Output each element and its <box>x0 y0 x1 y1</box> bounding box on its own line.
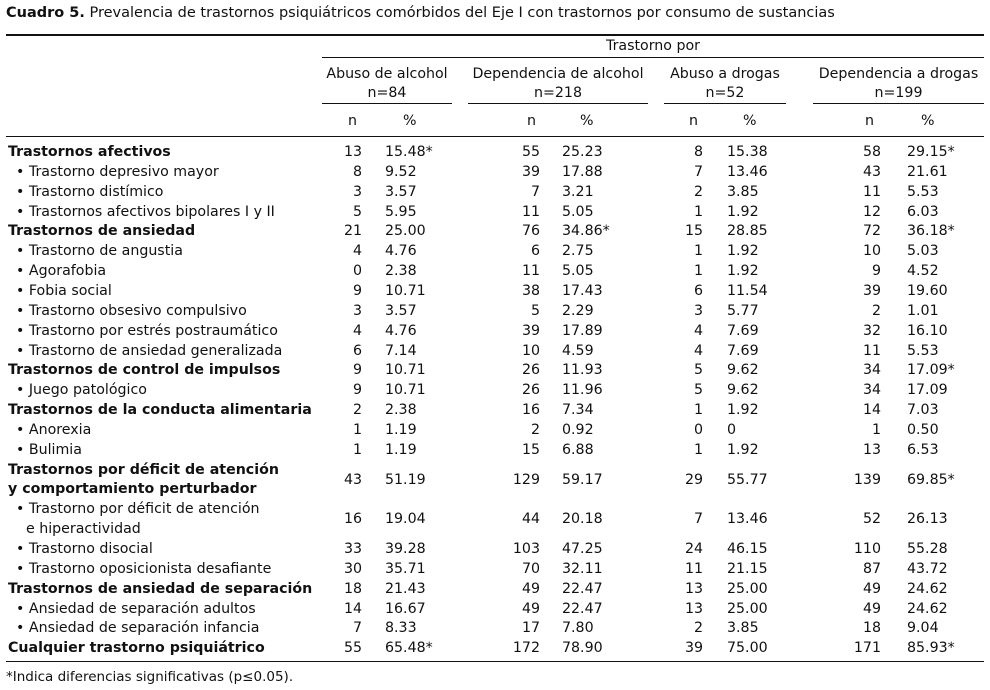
table-row <box>0 342 990 362</box>
cell-n: 26 <box>521 362 540 379</box>
cell-pct: 29.15* <box>907 144 955 160</box>
row-label-line: y comportamiento perturbador <box>8 481 257 498</box>
cell-pct: 22.47 <box>562 600 603 617</box>
cell-n: 39 <box>684 640 703 657</box>
cell-pct: 55.77 <box>727 471 768 488</box>
cell-n: 4 <box>693 322 703 339</box>
table-row <box>0 302 990 322</box>
cell-pct: 11.96 <box>562 382 603 399</box>
row-label <box>16 163 219 183</box>
row-label-line: • Trastornos afectivos bipolares I y II <box>16 203 275 220</box>
cell-n: 34 <box>862 382 881 399</box>
cell-pct: 2.38 <box>385 402 417 419</box>
row-label-line: • Trastorno depresivo mayor <box>16 163 219 180</box>
cell-pct: 0 <box>727 421 737 438</box>
cell-pct: 7.34 <box>562 402 594 419</box>
cell-n: 49 <box>521 580 540 597</box>
cell-pct: 10.71 <box>385 362 426 379</box>
cell-n: 9 <box>352 382 362 399</box>
cell-pct: 5.95 <box>385 203 417 220</box>
cell-n: 72 <box>862 223 881 240</box>
cell-n: 24 <box>684 541 703 557</box>
cell-n: 5 <box>693 382 703 399</box>
cell-n: 11 <box>862 342 881 359</box>
cell-n: 52 <box>862 511 881 528</box>
cell-n: 9 <box>352 362 362 379</box>
row-label <box>16 342 282 362</box>
cell-n: 15 <box>684 223 703 240</box>
table-row <box>0 580 990 600</box>
col-n-dependencia-drogas: n=199 <box>874 85 923 101</box>
cell-pct: 20.18 <box>562 511 603 528</box>
row-label-line: • Anorexia <box>16 421 92 438</box>
row-label <box>16 242 183 262</box>
cell-n: 4 <box>352 322 362 339</box>
row-label <box>8 580 312 600</box>
cell-pct: 59.17 <box>562 471 603 488</box>
cell-n: 129 <box>512 471 540 488</box>
cell-n: 0 <box>352 263 362 280</box>
row-label-line: • Trastorno oposicionista desafiante <box>16 560 272 577</box>
cell-pct: 25.00 <box>727 580 768 597</box>
cell-n: 1 <box>352 421 362 438</box>
cell-n: 43 <box>862 163 881 180</box>
cell-pct: 16.10 <box>907 322 948 339</box>
table-row <box>0 441 990 461</box>
cell-pct: 85.93* <box>907 640 955 657</box>
cell-pct: 5.05 <box>562 263 594 280</box>
row-label-line: • Trastorno de ansiedad generalizada <box>16 342 283 359</box>
col-rule-2 <box>468 103 648 104</box>
cell-n: 4 <box>352 243 362 260</box>
table-caption <box>6 5 835 21</box>
row-label-line: • Ansiedad de separación adultos <box>16 600 256 617</box>
cell-pct: 2.75 <box>562 243 594 260</box>
table-row <box>0 500 990 540</box>
row-label <box>8 361 280 381</box>
col-n-abuso-drogas: n=52 <box>705 85 745 101</box>
cell-n: 0 <box>693 421 703 438</box>
cell-n: 6 <box>693 282 703 299</box>
table-row <box>0 600 990 620</box>
cell-pct: 17.09* <box>907 362 955 379</box>
subheader-pct-1: % <box>403 113 417 129</box>
cell-n: 3 <box>352 183 362 200</box>
cell-n: 2 <box>352 402 362 419</box>
row-label-line: • Ansiedad de separación infancia <box>16 620 260 637</box>
row-label-line: • Bulimia <box>16 441 82 458</box>
row-label-line: Trastornos de ansiedad de separación <box>8 580 313 597</box>
cell-pct: 25.00 <box>385 223 426 240</box>
cell-pct: 26.13 <box>907 511 948 528</box>
cell-n: 3 <box>693 302 703 319</box>
row-label <box>16 183 163 203</box>
cell-n: 39 <box>521 322 540 339</box>
cell-n: 21 <box>343 223 362 240</box>
cell-pct: 78.90 <box>562 640 603 657</box>
row-label-line: • Fobia social <box>16 282 112 299</box>
cell-pct: 17.43 <box>562 282 603 299</box>
cell-n: 16 <box>343 511 362 528</box>
cell-n: 34 <box>862 362 881 379</box>
cell-pct: 7.14 <box>385 342 417 359</box>
cell-pct: 1.19 <box>385 441 417 458</box>
cell-n: 11 <box>521 203 540 220</box>
table-row <box>0 222 990 242</box>
cell-pct: 2.29 <box>562 302 594 319</box>
table-row <box>0 143 990 163</box>
cell-n: 172 <box>512 640 540 657</box>
cell-n: 5 <box>530 302 540 319</box>
row-label <box>16 500 260 540</box>
cell-n: 5 <box>693 362 703 379</box>
cell-n: 14 <box>862 402 881 419</box>
row-label-line: Trastornos afectivos <box>8 144 171 160</box>
cell-n: 33 <box>343 541 362 557</box>
cell-pct: 4.76 <box>385 243 417 260</box>
cell-n: 7 <box>693 511 703 528</box>
cell-n: 58 <box>862 144 881 160</box>
cell-n: 13 <box>684 580 703 597</box>
cell-pct: 1.01 <box>907 302 939 319</box>
cell-pct: 19.04 <box>385 511 426 528</box>
table-row <box>0 262 990 282</box>
cell-n: 39 <box>521 163 540 180</box>
col-rule-3 <box>664 103 786 104</box>
row-label-line: Trastornos por déficit de atención <box>8 461 279 478</box>
cell-pct: 17.89 <box>562 322 603 339</box>
table-row <box>0 560 990 580</box>
row-label <box>16 600 256 620</box>
group-header: Trastorno por <box>605 38 701 54</box>
cell-n: 70 <box>521 560 540 577</box>
subheader-n-2: n <box>527 113 536 129</box>
cell-n: 2 <box>693 183 703 200</box>
cell-pct: 6.53 <box>907 441 939 458</box>
row-label <box>16 302 247 322</box>
row-label <box>8 401 312 421</box>
cell-n: 49 <box>862 600 881 617</box>
row-label-line: • Trastorno obsesivo compulsivo <box>16 302 247 319</box>
cell-pct: 1.92 <box>727 243 759 260</box>
cell-n: 49 <box>521 600 540 617</box>
cell-pct: 22.47 <box>562 580 603 597</box>
cell-pct: 47.25 <box>562 541 603 557</box>
cell-pct: 4.76 <box>385 322 417 339</box>
cell-n: 5 <box>352 203 362 220</box>
row-label-line: Trastornos de ansiedad <box>8 223 196 240</box>
cell-pct: 5.77 <box>727 302 759 319</box>
cell-pct: 21.15 <box>727 560 768 577</box>
cell-pct: 36.18* <box>907 223 955 240</box>
col-n-abuso-alcohol: n=84 <box>367 85 407 101</box>
cell-n: 10 <box>521 342 540 359</box>
cell-n: 76 <box>521 223 540 240</box>
cell-n: 4 <box>693 342 703 359</box>
row-label <box>16 421 91 441</box>
bottom-rule <box>6 661 984 662</box>
cell-pct: 32.11 <box>562 560 603 577</box>
cell-pct: 1.92 <box>727 203 759 220</box>
table-row <box>0 183 990 203</box>
cell-pct: 19.60 <box>907 282 948 299</box>
cell-pct: 7.69 <box>727 342 759 359</box>
cell-n: 2 <box>871 302 881 319</box>
subheader-n-3: n <box>689 113 698 129</box>
cell-n: 13 <box>684 600 703 617</box>
row-label-line: Cualquier trastorno psiquiátrico <box>8 640 265 657</box>
cell-n: 3 <box>352 302 362 319</box>
cell-n: 8 <box>693 144 703 160</box>
cell-pct: 5.03 <box>907 243 939 260</box>
cell-pct: 5.53 <box>907 342 939 359</box>
table-row <box>0 421 990 441</box>
cell-n: 49 <box>862 580 881 597</box>
cell-n: 16 <box>521 402 540 419</box>
top-rule <box>6 34 984 36</box>
cell-n: 2 <box>693 620 703 637</box>
row-label-line: e hiperactividad <box>26 521 141 538</box>
cell-n: 17 <box>521 620 540 637</box>
cell-pct: 46.15 <box>727 541 768 557</box>
cell-pct: 1.92 <box>727 263 759 280</box>
cell-pct: 51.19 <box>385 471 426 488</box>
cell-pct: 8.33 <box>385 620 417 637</box>
col-header-abuso-drogas: Abuso a drogas <box>670 66 780 82</box>
row-label-line: • Trastorno distímico <box>16 183 164 200</box>
cell-pct: 10.71 <box>385 382 426 399</box>
cell-pct: 17.09 <box>907 382 948 399</box>
col-n-dependencia-alcohol: n=218 <box>534 85 582 101</box>
cell-n: 6 <box>352 342 362 359</box>
cell-n: 14 <box>343 600 362 617</box>
cell-n: 2 <box>530 421 540 438</box>
cell-pct: 0.50 <box>907 421 939 438</box>
cell-pct: 21.61 <box>907 163 948 180</box>
table-row <box>0 282 990 302</box>
cell-pct: 16.67 <box>385 600 426 617</box>
cell-n: 43 <box>343 471 362 488</box>
header-bottom-rule <box>6 136 984 137</box>
cell-pct: 43.72 <box>907 560 948 577</box>
cell-n: 12 <box>862 203 881 220</box>
cell-n: 38 <box>521 282 540 299</box>
cell-n: 8 <box>352 163 362 180</box>
cell-pct: 11.54 <box>727 282 768 299</box>
subheader-n-1: n <box>348 113 357 129</box>
subheader-pct-3: % <box>743 113 757 129</box>
row-label <box>8 461 279 501</box>
cell-n: 1 <box>352 441 362 458</box>
row-label-line: • Agorafobia <box>16 263 107 280</box>
cell-n: 13 <box>862 441 881 458</box>
cell-pct: 0.92 <box>562 421 594 438</box>
cell-pct: 9.04 <box>907 620 939 637</box>
cell-pct: 25.23 <box>562 144 603 160</box>
cell-n: 1 <box>693 441 703 458</box>
cell-n: 55 <box>343 640 362 657</box>
table-row <box>0 401 990 421</box>
cell-pct: 69.85* <box>907 471 955 488</box>
cell-n: 9 <box>871 263 881 280</box>
cell-n: 44 <box>521 511 540 528</box>
table-row <box>0 540 990 560</box>
cell-n: 1 <box>693 203 703 220</box>
row-label <box>8 222 195 242</box>
row-label-line: • Trastorno por estrés postraumático <box>16 322 278 339</box>
subheader-n-4: n <box>865 113 874 129</box>
cell-n: 11 <box>521 263 540 280</box>
table-row <box>0 322 990 342</box>
cell-pct: 7.80 <box>562 620 594 637</box>
cell-pct: 7.03 <box>907 402 939 419</box>
cell-pct: 34.86* <box>562 223 610 240</box>
row-label-line: • Trastorno de angustia <box>16 243 183 260</box>
row-label-line: Trastornos de control de impulsos <box>8 362 281 379</box>
cell-n: 32 <box>862 322 881 339</box>
cell-pct: 24.62 <box>907 600 948 617</box>
cell-pct: 3.85 <box>727 183 759 200</box>
cell-pct: 3.57 <box>385 183 417 200</box>
caption-title: Prevalencia de trastornos psiquiátricos comórbidos del Eje I con trastornos por consumo de sustancias <box>89 5 835 21</box>
cell-n: 7 <box>352 620 362 637</box>
row-label <box>16 560 271 580</box>
cell-pct: 1.92 <box>727 402 759 419</box>
cell-pct: 21.43 <box>385 580 426 597</box>
row-label-line: • Trastorno por déficit de atención <box>16 501 260 518</box>
cell-n: 1 <box>693 402 703 419</box>
row-label-line: Trastornos de la conducta alimentaria <box>8 402 312 419</box>
cell-n: 39 <box>862 282 881 299</box>
subheader-pct-2: % <box>580 113 594 129</box>
table-row <box>0 242 990 262</box>
cell-pct: 15.48* <box>385 144 433 160</box>
cell-pct: 9.62 <box>727 382 759 399</box>
cell-pct: 17.88 <box>562 163 603 180</box>
cell-n: 171 <box>853 640 881 657</box>
row-label <box>16 203 275 223</box>
table-row <box>0 461 990 501</box>
cell-n: 11 <box>684 560 703 577</box>
row-label <box>16 540 153 560</box>
row-label <box>16 322 278 342</box>
row-label <box>16 381 147 401</box>
cell-pct: 4.52 <box>907 263 939 280</box>
row-label <box>16 282 112 302</box>
cell-pct: 28.85 <box>727 223 768 240</box>
col-header-dependencia-drogas: Dependencia a drogas <box>818 66 979 82</box>
cell-pct: 39.28 <box>385 541 426 557</box>
cell-n: 15 <box>521 441 540 458</box>
cell-pct: 3.21 <box>562 183 594 200</box>
cell-pct: 5.05 <box>562 203 594 220</box>
cell-pct: 11.93 <box>562 362 603 379</box>
cell-pct: 13.46 <box>727 511 768 528</box>
cell-n: 6 <box>530 243 540 260</box>
cell-n: 10 <box>862 243 881 260</box>
table-row <box>0 381 990 401</box>
cell-n: 110 <box>853 541 881 557</box>
cell-n: 9 <box>352 282 362 299</box>
cell-n: 30 <box>343 560 362 577</box>
cell-n: 18 <box>862 620 881 637</box>
caption-label: Cuadro 5. <box>6 5 85 21</box>
col-header-abuso-alcohol: Abuso de alcohol <box>326 66 448 82</box>
cell-pct: 6.88 <box>562 441 594 458</box>
col-rule-1 <box>322 103 452 104</box>
cell-n: 7 <box>530 183 540 200</box>
cell-pct: 5.53 <box>907 183 939 200</box>
cell-pct: 1.92 <box>727 441 759 458</box>
cell-n: 103 <box>512 541 540 557</box>
cell-n: 11 <box>862 183 881 200</box>
cell-n: 26 <box>521 382 540 399</box>
cell-pct: 13.46 <box>727 163 768 180</box>
col-rule-4 <box>813 103 984 104</box>
cell-pct: 25.00 <box>727 600 768 617</box>
cell-n: 18 <box>343 580 362 597</box>
row-label <box>16 441 82 461</box>
cell-pct: 10.71 <box>385 282 426 299</box>
cell-pct: 24.62 <box>907 580 948 597</box>
col-header-dependencia-alcohol: Dependencia de alcohol <box>472 66 644 82</box>
cell-pct: 35.71 <box>385 560 426 577</box>
row-label <box>8 143 171 163</box>
table-row <box>0 639 990 659</box>
cell-pct: 15.38 <box>727 144 768 160</box>
row-label <box>16 262 106 282</box>
row-label <box>16 619 259 639</box>
cell-pct: 9.62 <box>727 362 759 379</box>
group-rule <box>322 57 984 58</box>
subheader-pct-4: % <box>921 113 935 129</box>
cell-pct: 3.85 <box>727 620 759 637</box>
cell-n: 7 <box>693 163 703 180</box>
cell-pct: 4.59 <box>562 342 594 359</box>
cell-n: 1 <box>693 263 703 280</box>
cell-pct: 75.00 <box>727 640 768 657</box>
cell-pct: 7.69 <box>727 322 759 339</box>
cell-n: 139 <box>853 471 881 488</box>
cell-n: 29 <box>684 471 703 488</box>
table-row <box>0 163 990 183</box>
cell-pct: 65.48* <box>385 640 433 657</box>
row-label-line: • Juego patológico <box>16 382 147 399</box>
cell-n: 87 <box>862 560 881 577</box>
cell-pct: 9.52 <box>385 163 417 180</box>
cell-pct: 1.19 <box>385 421 417 438</box>
cell-n: 1 <box>693 243 703 260</box>
table-row <box>0 361 990 381</box>
cell-n: 1 <box>871 421 881 438</box>
cell-pct: 2.38 <box>385 263 417 280</box>
cell-n: 13 <box>343 144 362 160</box>
table-row <box>0 619 990 639</box>
row-label-line: • Trastorno disocial <box>16 541 153 557</box>
cell-pct: 55.28 <box>907 541 948 557</box>
table-row <box>0 203 990 223</box>
footnote: *Indica diferencias significativas (p≤0.05). <box>6 669 294 685</box>
cell-n: 55 <box>521 144 540 160</box>
row-label <box>8 639 265 659</box>
cell-pct: 6.03 <box>907 203 939 220</box>
cell-pct: 3.57 <box>385 302 417 319</box>
